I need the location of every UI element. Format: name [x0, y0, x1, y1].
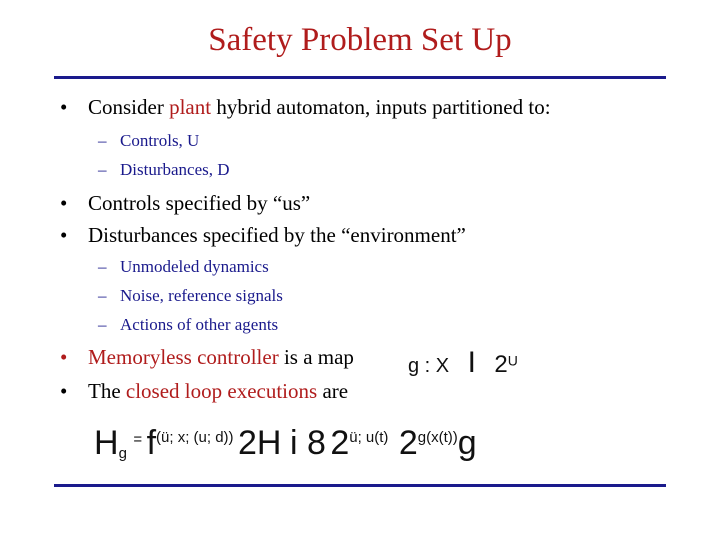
bullet-marker: •	[60, 223, 68, 247]
exec-equals: =	[133, 431, 143, 448]
bullet-disturbances	[60, 223, 466, 248]
exec-H2: H	[256, 424, 282, 462]
sub-item-unmodeled	[98, 257, 269, 277]
bullet-marker: •	[60, 345, 68, 369]
exec-symbol: H	[94, 424, 119, 462]
sub-item-agents	[98, 315, 278, 335]
map-lhs: g : X	[408, 355, 450, 377]
exec-two-3: 2	[398, 424, 418, 462]
bullet-marker: •	[60, 191, 68, 215]
slide-title: Safety Problem Set Up	[208, 22, 512, 58]
bullet-memoryless	[60, 345, 354, 370]
bullet-text: Controls specified by “us”	[88, 191, 311, 215]
exec-two-1: 2	[238, 424, 257, 462]
title-divider	[54, 76, 666, 79]
exec-two-2: 2	[330, 424, 350, 462]
bullet-text-post: are	[317, 379, 349, 403]
map-exponent: U	[507, 352, 518, 369]
exec-gx: g(x(t))	[417, 429, 458, 446]
dash-marker: –	[98, 160, 107, 179]
bullet-controls	[60, 191, 310, 216]
sub-item-text: Controls, U	[120, 131, 200, 150]
sub-item-disturbances	[98, 160, 230, 180]
map-arrow: I	[467, 346, 476, 379]
bullet-text-pre: The	[88, 379, 126, 403]
sub-item-controls	[98, 131, 199, 151]
map-base: 2	[494, 351, 508, 378]
dash-marker: –	[98, 315, 107, 334]
bottom-divider	[54, 484, 666, 487]
exec-args: (ü; x; (u; d))	[156, 429, 234, 446]
sub-item-text: Actions of other agents	[120, 315, 279, 334]
exec-subscript: g	[118, 445, 127, 462]
dash-marker: –	[98, 286, 107, 305]
sub-item-noise	[98, 286, 283, 306]
bullet-text-highlight: plant	[169, 95, 212, 119]
dash-marker: –	[98, 131, 107, 150]
dash-marker: –	[98, 257, 107, 276]
bullet-text-highlight: Memoryless controller	[88, 345, 279, 369]
bullet-text-post: hybrid automaton, inputs partitioned to:	[211, 95, 551, 119]
bullet-text: Disturbances specified by the “environment”	[88, 223, 466, 247]
bullet-consider-plant	[60, 95, 551, 120]
sub-item-text: Unmodeled dynamics	[120, 257, 269, 276]
bullet-marker: •	[60, 95, 68, 119]
bullet-marker: •	[60, 379, 68, 403]
exec-f: f	[146, 424, 157, 462]
sub-item-text: Disturbances, D	[120, 160, 230, 179]
controller-map-formula	[408, 346, 518, 380]
exec-close: g	[457, 424, 477, 462]
bullet-closed-loop	[60, 379, 348, 404]
bullet-text-highlight: closed loop executions	[125, 379, 318, 403]
exec-forall: i 8	[289, 424, 326, 462]
bullet-text-pre: Consider	[88, 95, 170, 119]
bullet-text-post: is a map	[278, 345, 354, 369]
exec-cond: ü; u(t)	[349, 429, 389, 446]
sub-item-text: Noise, reference signals	[120, 286, 283, 305]
execution-formula	[94, 424, 477, 463]
